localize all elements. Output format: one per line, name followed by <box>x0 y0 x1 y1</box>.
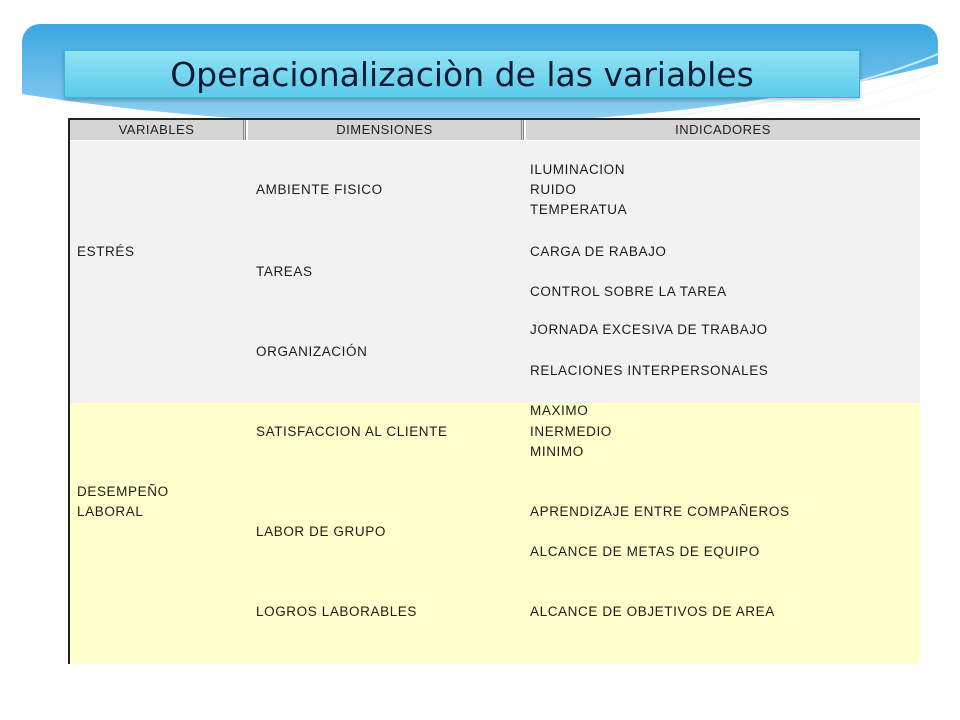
dimension-labor-de-grupo: LABOR DE GRUPO <box>256 524 386 539</box>
estres-section <box>70 141 920 403</box>
indicator-control-sobre-la-tarea: CONTROL SOBRE LA TAREA <box>530 284 727 299</box>
indicator-relaciones-interpersonales: RELACIONES INTERPERSONALES <box>530 363 769 378</box>
dimension-ambiente-fisico: AMBIENTE FISICO <box>256 182 383 197</box>
indicator-iluminacion: ILUMINACION <box>530 162 626 177</box>
indicator-maximo: MAXIMO <box>530 403 589 418</box>
indicator-aprendizaje-entre-companeros: APRENDIZAJE ENTRE COMPAÑEROS <box>530 504 790 519</box>
indicator-inermedio: INERMEDIO <box>530 424 612 439</box>
title-box <box>64 50 860 98</box>
indicator-temperatua: TEMPERATUA <box>530 202 628 217</box>
header-variables: VARIABLES <box>70 120 246 140</box>
dimension-logros-laborables: LOGROS LABORABLES <box>256 604 418 619</box>
indicator-carga-de-rabajo: CARGA DE RABAJO <box>530 244 667 259</box>
variable-estres: ESTRÉS <box>77 244 135 259</box>
header-indicators: INDICADORES <box>526 120 920 140</box>
dimension-tareas: TAREAS <box>256 264 313 279</box>
dimension-organizacion: ORGANIZACIÓN <box>256 344 368 359</box>
variable-desempeno-line1: DESEMPEÑO <box>77 484 169 499</box>
indicator-minimo: MINIMO <box>530 444 584 459</box>
header-dimensions: DIMENSIONES <box>248 120 524 140</box>
operationalization-table <box>68 118 920 664</box>
dimension-satisfaccion-al-cliente: SATISFACCION AL CLIENTE <box>256 424 448 439</box>
variable-desempeno-line2: LABORAL <box>77 504 144 519</box>
indicator-jornada-excesiva: JORNADA EXCESIVA DE TRABAJO <box>530 322 768 337</box>
indicator-ruido: RUIDO <box>530 182 577 197</box>
indicator-alcance-de-metas-de-equipo: ALCANCE DE METAS DE EQUIPO <box>530 544 760 559</box>
indicator-alcance-de-objetivos-de-area: ALCANCE DE OBJETIVOS DE AREA <box>530 604 775 619</box>
page-title: Operacionalizaciòn de las variables <box>170 54 754 94</box>
desempeno-section <box>70 403 920 664</box>
